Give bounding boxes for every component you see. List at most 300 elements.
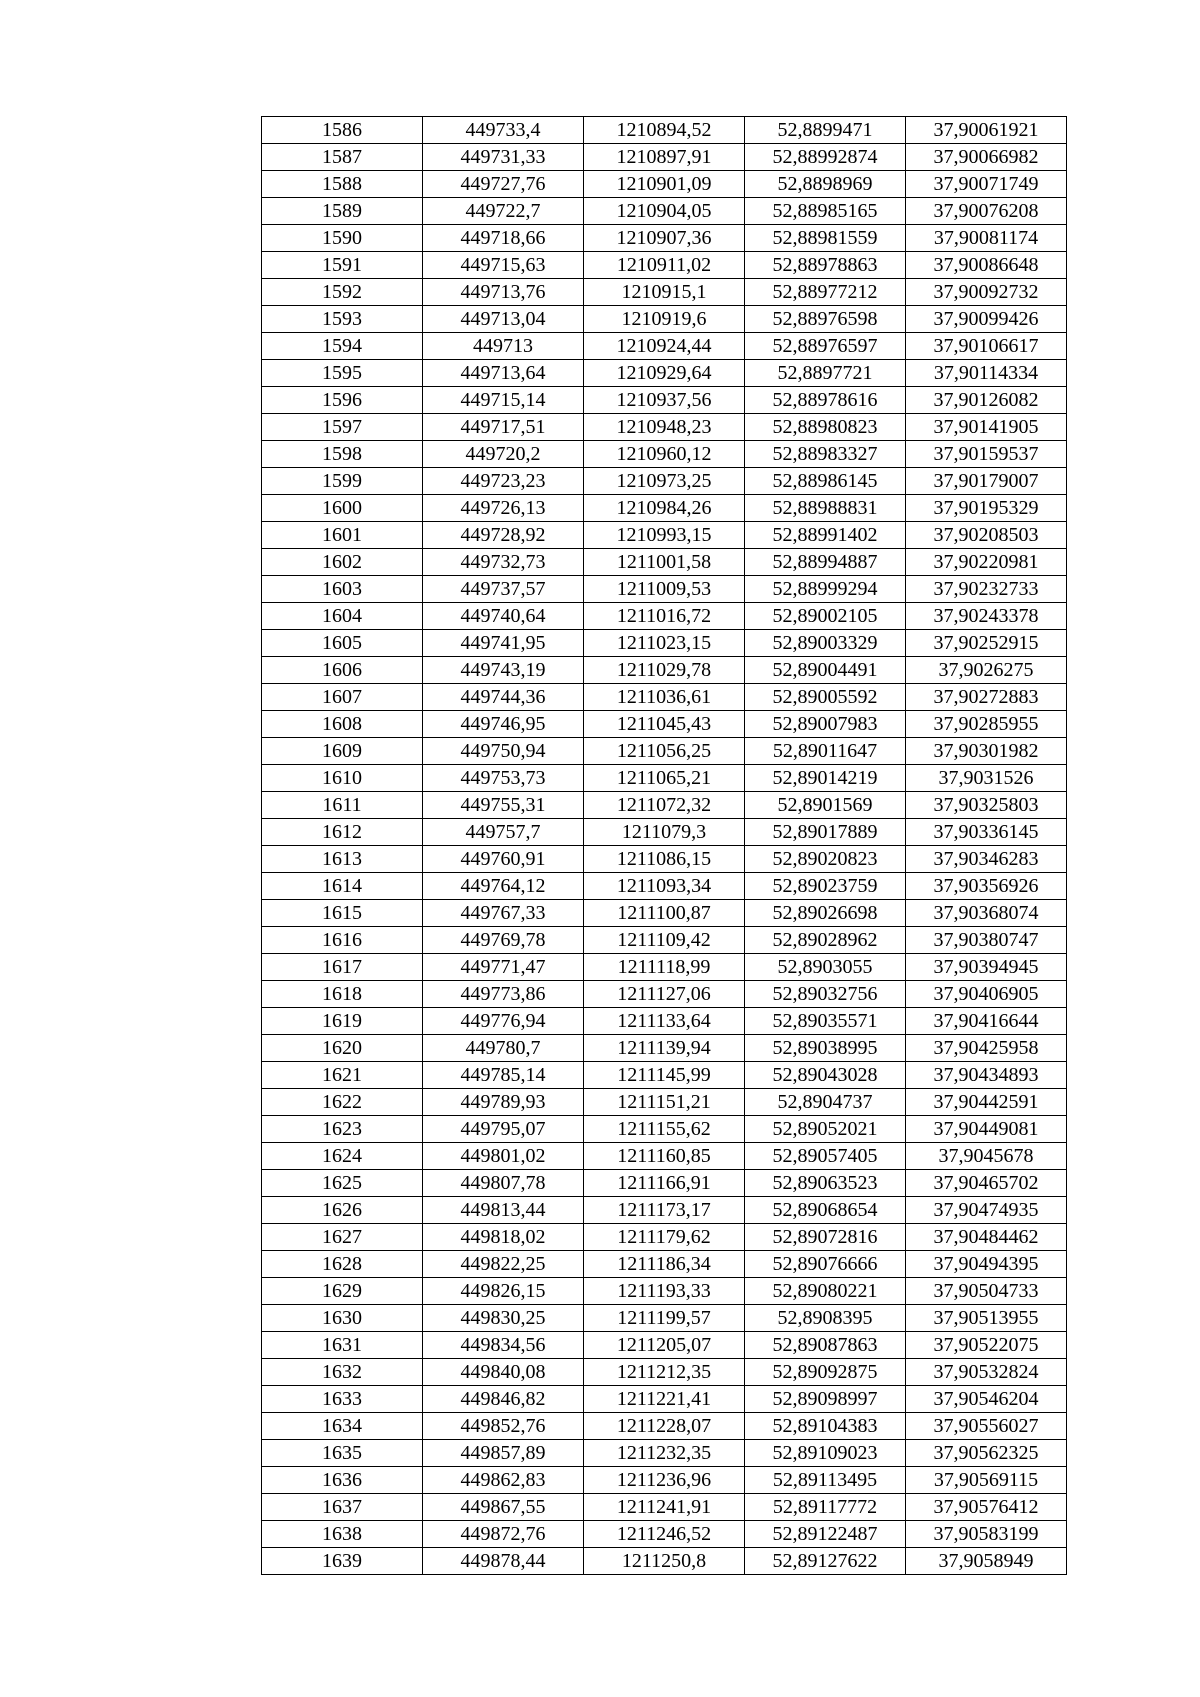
longitude-cell: 37,90325803 bbox=[906, 792, 1067, 819]
y-coordinate-cell: 1211086,15 bbox=[584, 846, 745, 873]
longitude-cell: 37,90220981 bbox=[906, 549, 1067, 576]
point-number-cell: 1619 bbox=[262, 1008, 423, 1035]
y-coordinate-cell: 1211221,41 bbox=[584, 1386, 745, 1413]
y-coordinate-cell: 1210894,52 bbox=[584, 117, 745, 144]
y-coordinate-cell: 1211186,34 bbox=[584, 1251, 745, 1278]
point-number-cell: 1616 bbox=[262, 927, 423, 954]
table-row bbox=[262, 1089, 1067, 1116]
table-row bbox=[262, 144, 1067, 171]
table-row bbox=[262, 1251, 1067, 1278]
longitude-cell: 37,90081174 bbox=[906, 225, 1067, 252]
y-coordinate-cell: 1211100,87 bbox=[584, 900, 745, 927]
longitude-cell: 37,90474935 bbox=[906, 1197, 1067, 1224]
x-coordinate-cell: 449715,63 bbox=[423, 252, 584, 279]
x-coordinate-cell: 449776,94 bbox=[423, 1008, 584, 1035]
longitude-cell: 37,90061921 bbox=[906, 117, 1067, 144]
x-coordinate-cell: 449717,51 bbox=[423, 414, 584, 441]
latitude-cell: 52,89076666 bbox=[745, 1251, 906, 1278]
point-number-cell: 1593 bbox=[262, 306, 423, 333]
point-number-cell: 1599 bbox=[262, 468, 423, 495]
y-coordinate-cell: 1211009,53 bbox=[584, 576, 745, 603]
latitude-cell: 52,89057405 bbox=[745, 1143, 906, 1170]
point-number-cell: 1620 bbox=[262, 1035, 423, 1062]
table-row bbox=[262, 900, 1067, 927]
longitude-cell: 37,90099426 bbox=[906, 306, 1067, 333]
longitude-cell: 37,90583199 bbox=[906, 1521, 1067, 1548]
longitude-cell: 37,90576412 bbox=[906, 1494, 1067, 1521]
latitude-cell: 52,88999294 bbox=[745, 576, 906, 603]
table-row bbox=[262, 1197, 1067, 1224]
point-number-cell: 1591 bbox=[262, 252, 423, 279]
y-coordinate-cell: 1211016,72 bbox=[584, 603, 745, 630]
table-row bbox=[262, 414, 1067, 441]
x-coordinate-cell: 449713,64 bbox=[423, 360, 584, 387]
point-number-cell: 1632 bbox=[262, 1359, 423, 1386]
longitude-cell: 37,90465702 bbox=[906, 1170, 1067, 1197]
point-number-cell: 1589 bbox=[262, 198, 423, 225]
point-number-cell: 1587 bbox=[262, 144, 423, 171]
point-number-cell: 1631 bbox=[262, 1332, 423, 1359]
longitude-cell: 37,90301982 bbox=[906, 738, 1067, 765]
x-coordinate-cell: 449840,08 bbox=[423, 1359, 584, 1386]
y-coordinate-cell: 1211127,06 bbox=[584, 981, 745, 1008]
y-coordinate-cell: 1211205,07 bbox=[584, 1332, 745, 1359]
y-coordinate-cell: 1211036,61 bbox=[584, 684, 745, 711]
table-row bbox=[262, 819, 1067, 846]
x-coordinate-cell: 449728,92 bbox=[423, 522, 584, 549]
y-coordinate-cell: 1211145,99 bbox=[584, 1062, 745, 1089]
table-row bbox=[262, 684, 1067, 711]
table-row bbox=[262, 603, 1067, 630]
table-row bbox=[262, 1548, 1067, 1575]
y-coordinate-cell: 1211065,21 bbox=[584, 765, 745, 792]
latitude-cell: 52,89109023 bbox=[745, 1440, 906, 1467]
x-coordinate-cell: 449733,4 bbox=[423, 117, 584, 144]
table-row bbox=[262, 1170, 1067, 1197]
point-number-cell: 1618 bbox=[262, 981, 423, 1008]
longitude-cell: 37,90076208 bbox=[906, 198, 1067, 225]
x-coordinate-cell: 449713,04 bbox=[423, 306, 584, 333]
table-row bbox=[262, 522, 1067, 549]
latitude-cell: 52,89004491 bbox=[745, 657, 906, 684]
latitude-cell: 52,89092875 bbox=[745, 1359, 906, 1386]
table-row bbox=[262, 1143, 1067, 1170]
x-coordinate-cell: 449722,7 bbox=[423, 198, 584, 225]
point-number-cell: 1607 bbox=[262, 684, 423, 711]
y-coordinate-cell: 1211151,21 bbox=[584, 1089, 745, 1116]
latitude-cell: 52,88978616 bbox=[745, 387, 906, 414]
x-coordinate-cell: 449744,36 bbox=[423, 684, 584, 711]
x-coordinate-cell: 449846,82 bbox=[423, 1386, 584, 1413]
table-row bbox=[262, 873, 1067, 900]
latitude-cell: 52,88994887 bbox=[745, 549, 906, 576]
y-coordinate-cell: 1211199,57 bbox=[584, 1305, 745, 1332]
y-coordinate-cell: 1211232,35 bbox=[584, 1440, 745, 1467]
table-row bbox=[262, 765, 1067, 792]
table-row bbox=[262, 1278, 1067, 1305]
table-row bbox=[262, 198, 1067, 225]
longitude-cell: 37,90394945 bbox=[906, 954, 1067, 981]
table-row bbox=[262, 117, 1067, 144]
longitude-cell: 37,90556027 bbox=[906, 1413, 1067, 1440]
latitude-cell: 52,89023759 bbox=[745, 873, 906, 900]
y-coordinate-cell: 1211228,07 bbox=[584, 1413, 745, 1440]
table-row bbox=[262, 954, 1067, 981]
x-coordinate-cell: 449743,19 bbox=[423, 657, 584, 684]
table-row bbox=[262, 1008, 1067, 1035]
point-number-cell: 1622 bbox=[262, 1089, 423, 1116]
table-row bbox=[262, 549, 1067, 576]
x-coordinate-cell: 449750,94 bbox=[423, 738, 584, 765]
longitude-cell: 37,90126082 bbox=[906, 387, 1067, 414]
point-number-cell: 1630 bbox=[262, 1305, 423, 1332]
latitude-cell: 52,89017889 bbox=[745, 819, 906, 846]
longitude-cell: 37,90406905 bbox=[906, 981, 1067, 1008]
longitude-cell: 37,90272883 bbox=[906, 684, 1067, 711]
point-number-cell: 1636 bbox=[262, 1467, 423, 1494]
longitude-cell: 37,90066982 bbox=[906, 144, 1067, 171]
x-coordinate-cell: 449878,44 bbox=[423, 1548, 584, 1575]
longitude-cell: 37,90243378 bbox=[906, 603, 1067, 630]
table-row bbox=[262, 1386, 1067, 1413]
latitude-cell: 52,88992874 bbox=[745, 144, 906, 171]
x-coordinate-cell: 449723,23 bbox=[423, 468, 584, 495]
table-row bbox=[262, 495, 1067, 522]
y-coordinate-cell: 1211079,3 bbox=[584, 819, 745, 846]
y-coordinate-cell: 1211179,62 bbox=[584, 1224, 745, 1251]
x-coordinate-cell: 449753,73 bbox=[423, 765, 584, 792]
longitude-cell: 37,90195329 bbox=[906, 495, 1067, 522]
latitude-cell: 52,89002105 bbox=[745, 603, 906, 630]
table-row bbox=[262, 846, 1067, 873]
point-number-cell: 1615 bbox=[262, 900, 423, 927]
latitude-cell: 52,89014219 bbox=[745, 765, 906, 792]
point-number-cell: 1625 bbox=[262, 1170, 423, 1197]
x-coordinate-cell: 449834,56 bbox=[423, 1332, 584, 1359]
latitude-cell: 52,88978863 bbox=[745, 252, 906, 279]
latitude-cell: 52,89072816 bbox=[745, 1224, 906, 1251]
y-coordinate-cell: 1211166,91 bbox=[584, 1170, 745, 1197]
x-coordinate-cell: 449818,02 bbox=[423, 1224, 584, 1251]
x-coordinate-cell: 449755,31 bbox=[423, 792, 584, 819]
point-number-cell: 1629 bbox=[262, 1278, 423, 1305]
table-row bbox=[262, 387, 1067, 414]
x-coordinate-cell: 449713,76 bbox=[423, 279, 584, 306]
x-coordinate-cell: 449726,13 bbox=[423, 495, 584, 522]
y-coordinate-cell: 1211109,42 bbox=[584, 927, 745, 954]
x-coordinate-cell: 449867,55 bbox=[423, 1494, 584, 1521]
y-coordinate-cell: 1210901,09 bbox=[584, 171, 745, 198]
x-coordinate-cell: 449771,47 bbox=[423, 954, 584, 981]
y-coordinate-cell: 1211193,33 bbox=[584, 1278, 745, 1305]
longitude-cell: 37,90368074 bbox=[906, 900, 1067, 927]
longitude-cell: 37,90086648 bbox=[906, 252, 1067, 279]
point-number-cell: 1624 bbox=[262, 1143, 423, 1170]
longitude-cell: 37,90434893 bbox=[906, 1062, 1067, 1089]
x-coordinate-cell: 449789,93 bbox=[423, 1089, 584, 1116]
longitude-cell: 37,90504733 bbox=[906, 1278, 1067, 1305]
longitude-cell: 37,90425958 bbox=[906, 1035, 1067, 1062]
table-row bbox=[262, 738, 1067, 765]
table-row bbox=[262, 360, 1067, 387]
latitude-cell: 52,89068654 bbox=[745, 1197, 906, 1224]
y-coordinate-cell: 1210929,64 bbox=[584, 360, 745, 387]
x-coordinate-cell: 449780,7 bbox=[423, 1035, 584, 1062]
longitude-cell: 37,90356926 bbox=[906, 873, 1067, 900]
x-coordinate-cell: 449826,15 bbox=[423, 1278, 584, 1305]
x-coordinate-cell: 449801,02 bbox=[423, 1143, 584, 1170]
table-row bbox=[262, 1062, 1067, 1089]
y-coordinate-cell: 1210937,56 bbox=[584, 387, 745, 414]
y-coordinate-cell: 1211001,58 bbox=[584, 549, 745, 576]
x-coordinate-cell: 449830,25 bbox=[423, 1305, 584, 1332]
point-number-cell: 1601 bbox=[262, 522, 423, 549]
longitude-cell: 37,90442591 bbox=[906, 1089, 1067, 1116]
x-coordinate-cell: 449813,44 bbox=[423, 1197, 584, 1224]
table-row bbox=[262, 792, 1067, 819]
point-number-cell: 1596 bbox=[262, 387, 423, 414]
table-row bbox=[262, 1035, 1067, 1062]
table-row bbox=[262, 1116, 1067, 1143]
table-row bbox=[262, 657, 1067, 684]
latitude-cell: 52,89113495 bbox=[745, 1467, 906, 1494]
y-coordinate-cell: 1211056,25 bbox=[584, 738, 745, 765]
latitude-cell: 52,8901569 bbox=[745, 792, 906, 819]
table-row bbox=[262, 225, 1067, 252]
latitude-cell: 52,88976597 bbox=[745, 333, 906, 360]
table-row bbox=[262, 1521, 1067, 1548]
latitude-cell: 52,89098997 bbox=[745, 1386, 906, 1413]
point-number-cell: 1592 bbox=[262, 279, 423, 306]
x-coordinate-cell: 449795,07 bbox=[423, 1116, 584, 1143]
longitude-cell: 37,90232733 bbox=[906, 576, 1067, 603]
table-row bbox=[262, 1413, 1067, 1440]
y-coordinate-cell: 1210911,02 bbox=[584, 252, 745, 279]
longitude-cell: 37,90252915 bbox=[906, 630, 1067, 657]
x-coordinate-cell: 449760,91 bbox=[423, 846, 584, 873]
point-number-cell: 1603 bbox=[262, 576, 423, 603]
latitude-cell: 52,89127622 bbox=[745, 1548, 906, 1575]
latitude-cell: 52,88981559 bbox=[745, 225, 906, 252]
longitude-cell: 37,90106617 bbox=[906, 333, 1067, 360]
x-coordinate-cell: 449857,89 bbox=[423, 1440, 584, 1467]
x-coordinate-cell: 449713 bbox=[423, 333, 584, 360]
point-number-cell: 1610 bbox=[262, 765, 423, 792]
point-number-cell: 1617 bbox=[262, 954, 423, 981]
point-number-cell: 1606 bbox=[262, 657, 423, 684]
longitude-cell: 37,90532824 bbox=[906, 1359, 1067, 1386]
table-row bbox=[262, 1494, 1067, 1521]
latitude-cell: 52,89020823 bbox=[745, 846, 906, 873]
point-number-cell: 1600 bbox=[262, 495, 423, 522]
x-coordinate-cell: 449773,86 bbox=[423, 981, 584, 1008]
y-coordinate-cell: 1211212,35 bbox=[584, 1359, 745, 1386]
point-number-cell: 1588 bbox=[262, 171, 423, 198]
latitude-cell: 52,89003329 bbox=[745, 630, 906, 657]
longitude-cell: 37,9031526 bbox=[906, 765, 1067, 792]
latitude-cell: 52,88986145 bbox=[745, 468, 906, 495]
latitude-cell: 52,89080221 bbox=[745, 1278, 906, 1305]
latitude-cell: 52,89028962 bbox=[745, 927, 906, 954]
point-number-cell: 1637 bbox=[262, 1494, 423, 1521]
table-row bbox=[262, 1332, 1067, 1359]
longitude-cell: 37,9026275 bbox=[906, 657, 1067, 684]
y-coordinate-cell: 1210904,05 bbox=[584, 198, 745, 225]
x-coordinate-cell: 449822,25 bbox=[423, 1251, 584, 1278]
x-coordinate-cell: 449746,95 bbox=[423, 711, 584, 738]
latitude-cell: 52,89007983 bbox=[745, 711, 906, 738]
y-coordinate-cell: 1211093,34 bbox=[584, 873, 745, 900]
table-row bbox=[262, 1440, 1067, 1467]
latitude-cell: 52,88983327 bbox=[745, 441, 906, 468]
latitude-cell: 52,89087863 bbox=[745, 1332, 906, 1359]
point-number-cell: 1627 bbox=[262, 1224, 423, 1251]
y-coordinate-cell: 1211133,64 bbox=[584, 1008, 745, 1035]
longitude-cell: 37,90285955 bbox=[906, 711, 1067, 738]
table-row bbox=[262, 711, 1067, 738]
table-row bbox=[262, 1305, 1067, 1332]
x-coordinate-cell: 449715,14 bbox=[423, 387, 584, 414]
longitude-cell: 37,9058949 bbox=[906, 1548, 1067, 1575]
longitude-cell: 37,90092732 bbox=[906, 279, 1067, 306]
table-row bbox=[262, 279, 1067, 306]
y-coordinate-cell: 1211246,52 bbox=[584, 1521, 745, 1548]
table-row bbox=[262, 468, 1067, 495]
y-coordinate-cell: 1211118,99 bbox=[584, 954, 745, 981]
x-coordinate-cell: 449740,64 bbox=[423, 603, 584, 630]
y-coordinate-cell: 1210973,25 bbox=[584, 468, 745, 495]
table-row bbox=[262, 252, 1067, 279]
longitude-cell: 37,90416644 bbox=[906, 1008, 1067, 1035]
table-row bbox=[262, 171, 1067, 198]
longitude-cell: 37,90208503 bbox=[906, 522, 1067, 549]
x-coordinate-cell: 449718,66 bbox=[423, 225, 584, 252]
latitude-cell: 52,89005592 bbox=[745, 684, 906, 711]
point-number-cell: 1608 bbox=[262, 711, 423, 738]
table-row bbox=[262, 306, 1067, 333]
point-number-cell: 1604 bbox=[262, 603, 423, 630]
table-row bbox=[262, 1467, 1067, 1494]
point-number-cell: 1594 bbox=[262, 333, 423, 360]
table-row bbox=[262, 1224, 1067, 1251]
y-coordinate-cell: 1211029,78 bbox=[584, 657, 745, 684]
latitude-cell: 52,89104383 bbox=[745, 1413, 906, 1440]
y-coordinate-cell: 1210907,36 bbox=[584, 225, 745, 252]
y-coordinate-cell: 1210924,44 bbox=[584, 333, 745, 360]
x-coordinate-cell: 449764,12 bbox=[423, 873, 584, 900]
latitude-cell: 52,88980823 bbox=[745, 414, 906, 441]
x-coordinate-cell: 449720,2 bbox=[423, 441, 584, 468]
point-number-cell: 1633 bbox=[262, 1386, 423, 1413]
point-number-cell: 1597 bbox=[262, 414, 423, 441]
longitude-cell: 37,90141905 bbox=[906, 414, 1067, 441]
point-number-cell: 1609 bbox=[262, 738, 423, 765]
coordinates-table-body bbox=[262, 117, 1067, 1575]
x-coordinate-cell: 449741,95 bbox=[423, 630, 584, 657]
latitude-cell: 52,89117772 bbox=[745, 1494, 906, 1521]
point-number-cell: 1590 bbox=[262, 225, 423, 252]
y-coordinate-cell: 1210919,6 bbox=[584, 306, 745, 333]
latitude-cell: 52,89063523 bbox=[745, 1170, 906, 1197]
y-coordinate-cell: 1211072,32 bbox=[584, 792, 745, 819]
longitude-cell: 37,90484462 bbox=[906, 1224, 1067, 1251]
point-number-cell: 1595 bbox=[262, 360, 423, 387]
point-number-cell: 1611 bbox=[262, 792, 423, 819]
latitude-cell: 52,88977212 bbox=[745, 279, 906, 306]
y-coordinate-cell: 1211023,15 bbox=[584, 630, 745, 657]
longitude-cell: 37,90494395 bbox=[906, 1251, 1067, 1278]
x-coordinate-cell: 449872,76 bbox=[423, 1521, 584, 1548]
latitude-cell: 52,88991402 bbox=[745, 522, 906, 549]
y-coordinate-cell: 1211139,94 bbox=[584, 1035, 745, 1062]
coordinates-table bbox=[261, 116, 1067, 1575]
y-coordinate-cell: 1210897,91 bbox=[584, 144, 745, 171]
latitude-cell: 52,8908395 bbox=[745, 1305, 906, 1332]
x-coordinate-cell: 449727,76 bbox=[423, 171, 584, 198]
table-row bbox=[262, 927, 1067, 954]
latitude-cell: 52,89026698 bbox=[745, 900, 906, 927]
y-coordinate-cell: 1210984,26 bbox=[584, 495, 745, 522]
latitude-cell: 52,89043028 bbox=[745, 1062, 906, 1089]
latitude-cell: 52,89052021 bbox=[745, 1116, 906, 1143]
latitude-cell: 52,89122487 bbox=[745, 1521, 906, 1548]
y-coordinate-cell: 1211173,17 bbox=[584, 1197, 745, 1224]
point-number-cell: 1602 bbox=[262, 549, 423, 576]
y-coordinate-cell: 1211241,91 bbox=[584, 1494, 745, 1521]
longitude-cell: 37,90114334 bbox=[906, 360, 1067, 387]
x-coordinate-cell: 449757,7 bbox=[423, 819, 584, 846]
latitude-cell: 52,8898969 bbox=[745, 171, 906, 198]
table-row bbox=[262, 576, 1067, 603]
longitude-cell: 37,90569115 bbox=[906, 1467, 1067, 1494]
longitude-cell: 37,90071749 bbox=[906, 171, 1067, 198]
point-number-cell: 1628 bbox=[262, 1251, 423, 1278]
y-coordinate-cell: 1211250,8 bbox=[584, 1548, 745, 1575]
latitude-cell: 52,8899471 bbox=[745, 117, 906, 144]
latitude-cell: 52,89038995 bbox=[745, 1035, 906, 1062]
longitude-cell: 37,90159537 bbox=[906, 441, 1067, 468]
point-number-cell: 1614 bbox=[262, 873, 423, 900]
y-coordinate-cell: 1210960,12 bbox=[584, 441, 745, 468]
longitude-cell: 37,90522075 bbox=[906, 1332, 1067, 1359]
latitude-cell: 52,89032756 bbox=[745, 981, 906, 1008]
table-row bbox=[262, 1359, 1067, 1386]
x-coordinate-cell: 449852,76 bbox=[423, 1413, 584, 1440]
point-number-cell: 1634 bbox=[262, 1413, 423, 1440]
point-number-cell: 1639 bbox=[262, 1548, 423, 1575]
latitude-cell: 52,8897721 bbox=[745, 360, 906, 387]
longitude-cell: 37,90380747 bbox=[906, 927, 1067, 954]
point-number-cell: 1638 bbox=[262, 1521, 423, 1548]
longitude-cell: 37,90513955 bbox=[906, 1305, 1067, 1332]
point-number-cell: 1605 bbox=[262, 630, 423, 657]
x-coordinate-cell: 449807,78 bbox=[423, 1170, 584, 1197]
table-row bbox=[262, 333, 1067, 360]
latitude-cell: 52,89035571 bbox=[745, 1008, 906, 1035]
latitude-cell: 52,88976598 bbox=[745, 306, 906, 333]
point-number-cell: 1598 bbox=[262, 441, 423, 468]
table-row bbox=[262, 981, 1067, 1008]
y-coordinate-cell: 1210993,15 bbox=[584, 522, 745, 549]
point-number-cell: 1586 bbox=[262, 117, 423, 144]
point-number-cell: 1635 bbox=[262, 1440, 423, 1467]
longitude-cell: 37,90562325 bbox=[906, 1440, 1067, 1467]
point-number-cell: 1626 bbox=[262, 1197, 423, 1224]
y-coordinate-cell: 1211045,43 bbox=[584, 711, 745, 738]
point-number-cell: 1621 bbox=[262, 1062, 423, 1089]
y-coordinate-cell: 1211155,62 bbox=[584, 1116, 745, 1143]
x-coordinate-cell: 449769,78 bbox=[423, 927, 584, 954]
